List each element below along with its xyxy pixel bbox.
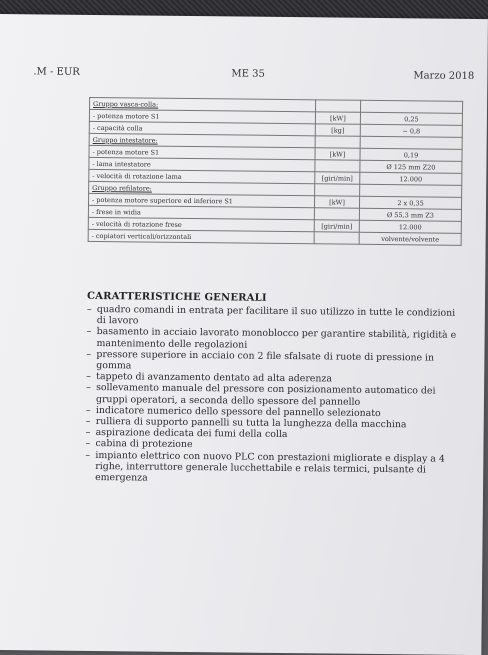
spec-description: Gruppo intestatore: (89, 133, 315, 147)
spec-description: - copiatori verticali/orizzontali (88, 229, 314, 243)
list-item: – pressore superiore in acciaio con 2 file sfalsate di ruote di pressione in gomma (86, 349, 466, 375)
spec-value (360, 136, 462, 149)
spec-description: Gruppo refilatore: (89, 181, 315, 195)
spec-unit (314, 208, 359, 220)
spec-value: 2 x 0,35 (359, 196, 461, 209)
spec-unit: [giri/min] (314, 220, 359, 232)
spec-unit: [kW] (314, 196, 359, 208)
spec-value: 12.000 (359, 220, 461, 233)
list-item: – impianto elettrico con nuovo PLC con prestazioni migliorate e display a 4 righe, interruttore generale lucchettabile e relais termici, pulsante di emergenza (85, 450, 465, 488)
list-item: – rulliera di supporto pannelli su tutta la lunghezza della macchina (86, 416, 466, 431)
list-item: – basamento in acciaio lavorato monoblocco per garantire stabilità, rigidità e mantenimento delle regolazioni (86, 326, 466, 352)
spec-description: - velocità di rotazione lama (89, 169, 315, 183)
spec-unit (314, 232, 359, 244)
spec-unit (315, 100, 360, 112)
spec-unit (315, 160, 360, 172)
spec-value: Ø 125 mm Z20 (360, 160, 462, 173)
spec-description: - potenza motore S1 (89, 145, 315, 159)
list-item: – quadro comandi in entrata per facilitare il suo utilizzo in tutte le condizioni di lavoro (87, 304, 467, 330)
section-title: CARATTERISTICHE GENERALI (86, 290, 267, 304)
spec-description: - potenza motore S1 (89, 109, 315, 123)
spec-description: - velocità di rotazione frese (88, 217, 314, 231)
document-page (0, 14, 488, 655)
spec-unit: [giri/min] (315, 172, 360, 184)
spec-value: ~ 0,8 (360, 124, 462, 137)
header-date: Marzo 2018 (413, 70, 475, 82)
spec-unit: [kW] (315, 148, 360, 160)
feature-list (85, 304, 467, 487)
spec-unit (315, 136, 360, 148)
spec-value (360, 100, 462, 113)
spec-value (360, 184, 462, 197)
spec-unit: [kW] (315, 112, 360, 124)
header-left: .M - EUR (33, 66, 80, 78)
spec-description: - frese in widia (88, 205, 314, 219)
specs-table (88, 97, 463, 246)
spec-description: - capacità colla (89, 121, 315, 135)
spec-value: volvente/volvente (359, 232, 461, 245)
spec-value: 0,19 (360, 148, 462, 161)
spec-unit (315, 184, 360, 196)
spec-value: 0,25 (360, 112, 462, 125)
spec-description: - potenza motore superiore ed inferiore S1 (89, 193, 315, 207)
spec-unit: [kg] (315, 124, 360, 136)
spec-value: 12.000 (360, 172, 462, 185)
header-model: ME 35 (231, 68, 265, 80)
list-item: – tappeto di avanzamento dentato ad alta aderenza (86, 371, 466, 386)
list-item: – aspirazione dedicata dei fumi della colla (86, 427, 466, 442)
spec-description: Gruppo vasca-colla: (90, 97, 316, 111)
spec-value: Ø 55,3 mm Z3 (359, 208, 461, 221)
list-item: – sollevamento manuale del pressore con posizionamento automatico dei gruppi operatori, a seconda dello spessore del pannello (86, 382, 466, 408)
general-features-section (85, 291, 467, 487)
list-item: – cabina di protezione (85, 438, 465, 453)
table-row (88, 229, 461, 245)
spec-description: - lama intestatore (89, 157, 315, 171)
list-item: – indicatore numerico dello spessore del pannello selezionato (86, 405, 466, 420)
